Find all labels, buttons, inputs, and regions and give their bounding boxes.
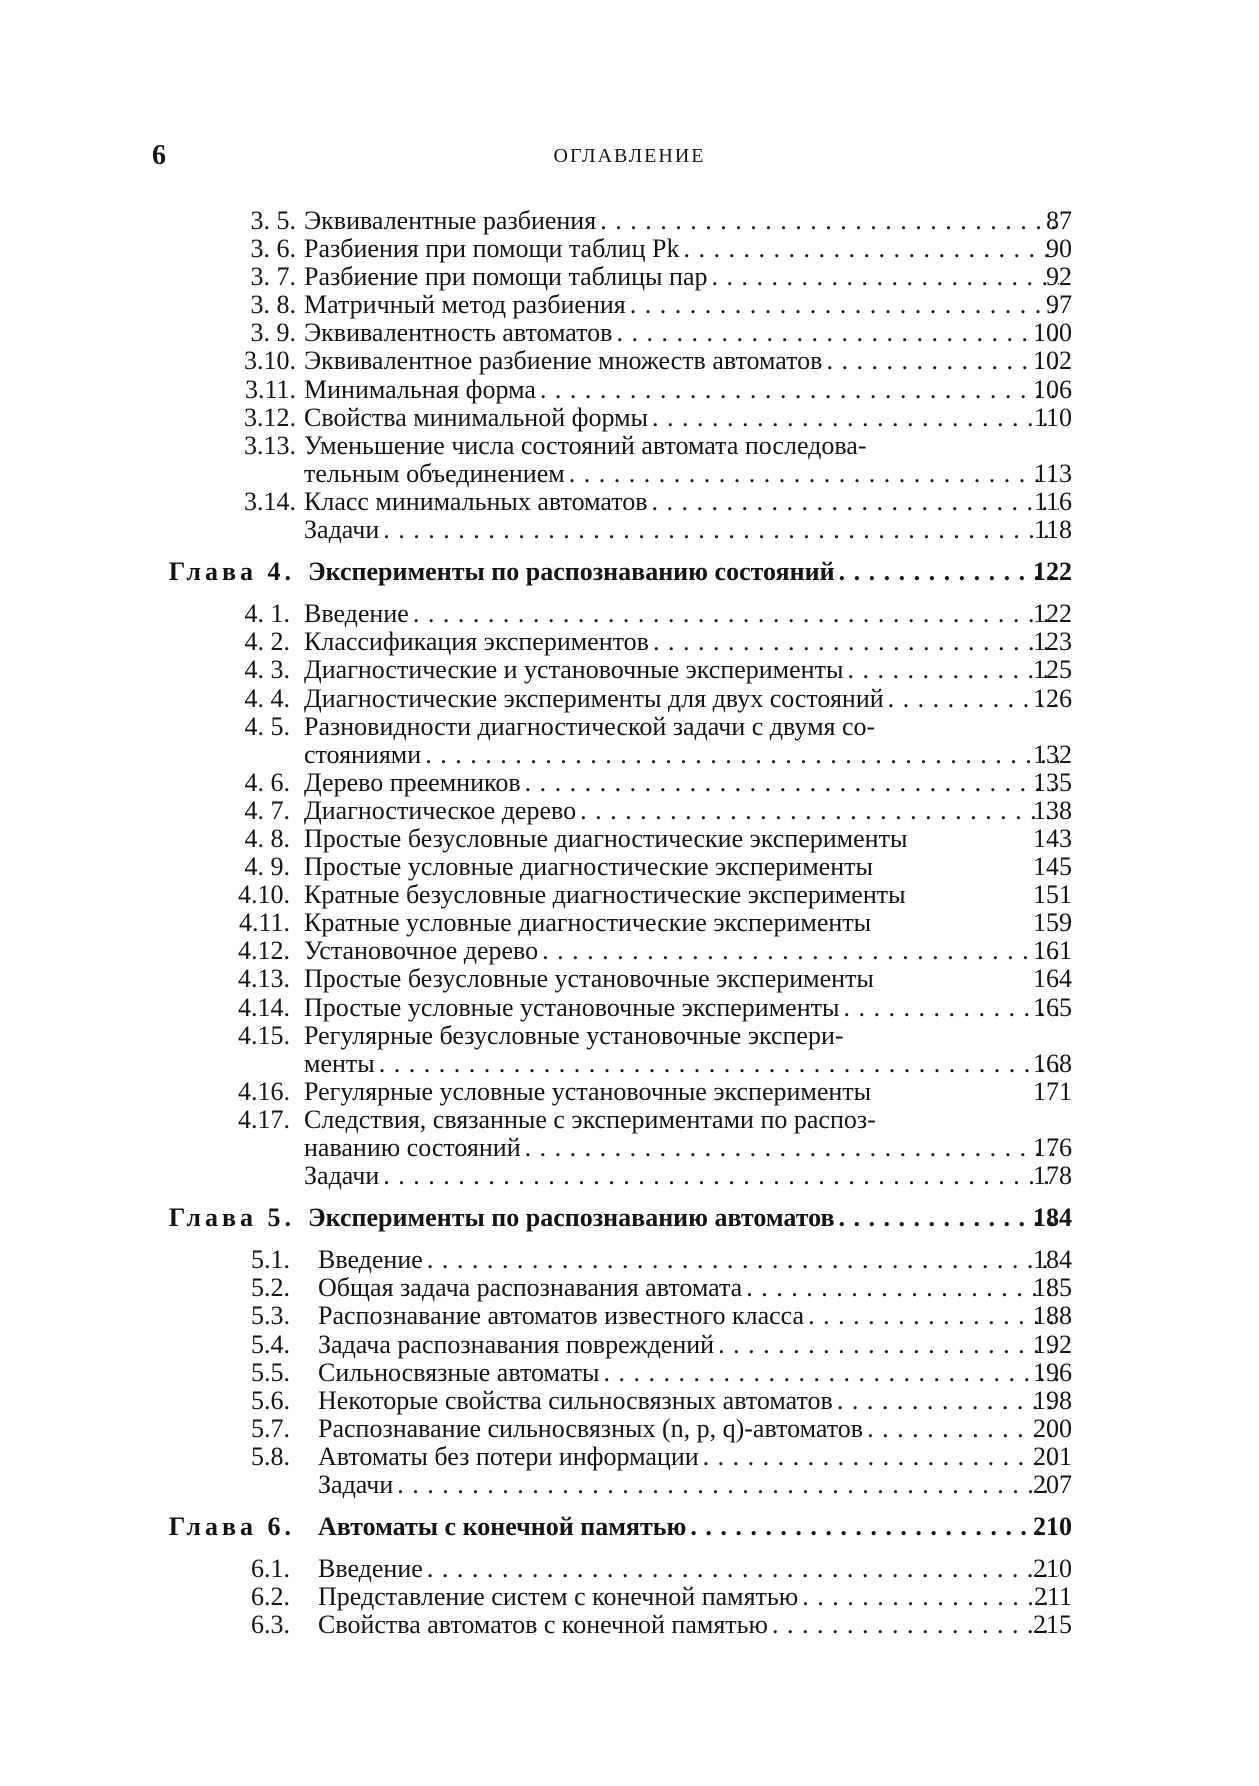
toc-entry	[0, 628, 1259, 656]
section-number: 4.13.	[238, 964, 290, 994]
leader-dots	[565, 460, 1059, 488]
section-title: Дерево преемников	[304, 767, 521, 797]
section-number: 4. 6.	[244, 767, 290, 797]
toc-entry-continuation	[0, 1134, 1259, 1162]
leader-dots	[423, 1246, 1059, 1274]
page-ref: 90	[1046, 234, 1072, 264]
page-ref: 106	[1033, 374, 1072, 404]
toc-entry	[0, 1078, 1259, 1106]
page-ref: 97	[1046, 290, 1072, 320]
section-number: 4.15.	[238, 1020, 290, 1050]
toc-entry	[0, 1583, 1259, 1611]
toc-entry-continuation	[0, 741, 1259, 769]
page-ref: 143	[1033, 823, 1072, 853]
page-ref: 123	[1033, 627, 1072, 657]
section-title-line1: Следствия, связанные с экспериментами по распоз-	[304, 1104, 876, 1134]
toc-entry	[0, 1611, 1259, 1639]
section-title: Введение	[318, 1554, 423, 1584]
page-ref: 207	[1033, 1470, 1072, 1500]
leader-dots	[421, 741, 1059, 769]
section-title: Разбиения при помощи таблиц Pk	[304, 234, 680, 264]
leader-dots	[375, 1050, 1059, 1078]
toc-entry	[0, 1555, 1259, 1583]
chapter-label: Глава 6.	[168, 1512, 295, 1542]
section-number: 6.2.	[251, 1582, 290, 1612]
toc-entry	[0, 713, 1259, 741]
leader-dots	[576, 797, 1059, 825]
page-ref: 132	[1033, 739, 1072, 769]
page-ref: 116	[1033, 486, 1072, 516]
section-title: Кратные безусловные диагностические эксперименты	[304, 880, 906, 910]
section-number: 3.11.	[244, 374, 296, 404]
toc-entry	[0, 376, 1259, 404]
section-title: Разбиение при помощи таблицы пар	[304, 262, 708, 292]
section-number: 6.1.	[251, 1554, 290, 1584]
page-ref: 184	[1033, 1203, 1072, 1233]
toc-entry	[0, 656, 1259, 684]
toc-chapter	[0, 1513, 1259, 1541]
section-title: Простые безусловные установочные эксперименты	[304, 964, 874, 994]
section-title: Распознавание автоматов известного класса	[318, 1301, 805, 1331]
toc-entry	[0, 404, 1259, 432]
toc-entry	[0, 825, 1259, 853]
section-number: 3. 5.	[250, 206, 296, 235]
section-title: Матричный метод разбиения	[304, 290, 626, 320]
toc-entry	[0, 1302, 1259, 1330]
toc-entry	[0, 769, 1259, 797]
section-title-line2: тельным объединением	[304, 458, 565, 488]
section-number: 3.12.	[244, 402, 296, 432]
toc-entry	[0, 319, 1259, 347]
section-title-line2: менты	[304, 1048, 375, 1078]
leader-dots	[648, 488, 1059, 516]
page-ref: 87	[1046, 206, 1072, 235]
section-title: Автоматы без потери информации	[318, 1441, 699, 1471]
toc-chapter	[0, 1204, 1259, 1232]
page-ref: 184	[1033, 1245, 1072, 1275]
section-number: 3. 8.	[250, 290, 296, 320]
section-title: Некоторые свойства сильносвязных автоматов	[318, 1385, 833, 1415]
section-title: Задачи	[318, 1470, 394, 1500]
page-ref: 188	[1033, 1301, 1072, 1331]
section-title-line1: Уменьшение числа состояний автомата последова-	[304, 430, 867, 460]
leader-dots	[612, 319, 1059, 347]
page-ref: 161	[1033, 936, 1072, 966]
section-title: Введение	[318, 1245, 423, 1275]
section-title: Диагностические и установочные эксперименты	[304, 655, 844, 685]
section-title: Свойства автоматов с конечной памятью	[318, 1610, 768, 1640]
section-title: Задачи	[304, 515, 380, 545]
section-title-line2: наванию состояний	[304, 1133, 521, 1162]
toc-entry	[0, 347, 1259, 375]
page-ref: 125	[1033, 655, 1072, 685]
section-number: 4. 4.	[244, 683, 290, 713]
section-title: Минимальная форма	[304, 374, 536, 404]
page-ref: 92	[1046, 262, 1072, 292]
leader-dots	[596, 207, 1059, 235]
section-title: Сильносвязные автоматы	[318, 1357, 600, 1387]
section-title: Общая задача распознавания автомата	[318, 1273, 743, 1303]
toc-chapter	[0, 558, 1259, 586]
page-number: 6	[152, 140, 166, 171]
section-title: Установочное дерево	[304, 936, 539, 966]
section-number: 4. 5.	[244, 711, 290, 741]
section-title: Диагностические эксперименты для двух состояний	[304, 683, 884, 713]
page-ref: 171	[1033, 1076, 1072, 1106]
section-number: 5.1.	[251, 1245, 290, 1275]
toc-entry	[0, 994, 1259, 1022]
section-number: 4. 8.	[244, 823, 290, 853]
page-ref: 196	[1033, 1357, 1072, 1387]
page-ref: 198	[1033, 1385, 1072, 1415]
section-title: Регулярные условные установочные эксперименты	[304, 1076, 872, 1106]
leader-dots	[686, 1513, 1059, 1541]
page-ref: 176	[1033, 1133, 1072, 1162]
page-ref: 110	[1033, 402, 1072, 432]
section-number: 4. 7.	[244, 795, 290, 825]
chapter-label: Глава 4.	[168, 557, 295, 587]
page-ref: 211	[1033, 1582, 1072, 1612]
toc-entry	[0, 853, 1259, 881]
page-ref: 192	[1033, 1329, 1072, 1359]
page-ref: 100	[1033, 318, 1072, 348]
section-title: Диагностическое дерево	[304, 795, 577, 825]
leader-dots	[521, 769, 1059, 797]
page-ref: 159	[1033, 908, 1072, 938]
toc-entry	[0, 207, 1259, 235]
section-title-line2: стояниями	[304, 739, 422, 769]
page-ref: 151	[1033, 880, 1072, 910]
section-title: Свойства минимальной формы	[304, 402, 649, 432]
toc-entry	[0, 291, 1259, 319]
section-number: 5.3.	[251, 1301, 290, 1331]
chapter-label: Глава 5.	[168, 1203, 295, 1233]
section-number: 5.5.	[251, 1357, 290, 1387]
toc-entry	[0, 1162, 1259, 1190]
leader-dots	[423, 1555, 1059, 1583]
toc-entry-continuation	[0, 460, 1259, 488]
toc-entry	[0, 1022, 1259, 1050]
page-ref: 138	[1033, 795, 1072, 825]
leader-dots	[409, 600, 1059, 628]
section-number: 5.2.	[251, 1273, 290, 1303]
leader-dots	[599, 1359, 1059, 1387]
page-ref: 122	[1033, 599, 1072, 629]
section-title-line1: Разновидности диагностической задачи с двумя со-	[304, 711, 876, 741]
section-title-line1: Регулярные безусловные установочные экспери-	[304, 1020, 844, 1050]
leader-dots	[626, 291, 1059, 319]
leader-dots	[648, 404, 1059, 432]
section-title: Эквивалентность автоматов	[304, 318, 613, 348]
section-title: Представление систем с конечной памятью	[318, 1582, 799, 1612]
section-title: Простые безусловные диагностические эксперименты	[304, 823, 908, 853]
page-ref: 126	[1033, 683, 1072, 713]
page-ref: 165	[1033, 992, 1072, 1022]
section-number: 4.12.	[238, 936, 290, 966]
toc-entry	[0, 600, 1259, 628]
section-number: 5.8.	[251, 1441, 290, 1471]
section-title: Простые условные установочные эксперименты	[304, 992, 840, 1022]
running-title: ОГЛАВЛЕНИЕ	[553, 145, 706, 167]
toc-entry	[0, 965, 1259, 993]
page-ref: 200	[1033, 1413, 1072, 1443]
page-ref: 164	[1033, 964, 1072, 994]
section-title: Эквивалентные разбиения	[304, 206, 597, 235]
toc-entry	[0, 1415, 1259, 1443]
section-number: 4. 1.	[244, 599, 290, 629]
section-title: Классификация экспериментов	[304, 627, 649, 657]
toc-entry	[0, 1387, 1259, 1415]
section-title: Задачи	[304, 1161, 380, 1191]
toc-entry	[0, 1106, 1259, 1134]
toc-entry	[0, 516, 1259, 544]
toc-entry	[0, 685, 1259, 713]
section-number: 3.10.	[244, 346, 296, 376]
page-ref: 102	[1033, 346, 1072, 376]
leader-dots	[707, 263, 1059, 291]
section-number: 4.16.	[238, 1076, 290, 1106]
section-number: 3.14.	[244, 486, 296, 516]
leader-dots	[679, 235, 1059, 263]
toc-entry	[0, 909, 1259, 937]
page-ref: 178	[1033, 1161, 1072, 1191]
section-number: 3. 9.	[250, 318, 296, 348]
leader-dots	[649, 628, 1059, 656]
section-number: 6.3.	[251, 1610, 290, 1640]
section-title: Задача распознавания повреждений	[318, 1329, 715, 1359]
section-title: Эквивалентное разбиение множеств автоматов	[304, 346, 823, 376]
section-title: Введение	[304, 599, 409, 629]
section-number: 4. 2.	[244, 627, 290, 657]
toc-entry	[0, 1471, 1259, 1499]
section-number: 3.13.	[244, 430, 296, 460]
section-number: 4.14.	[238, 992, 290, 1022]
section-title: Кратные условные диагностические эксперименты	[304, 908, 872, 938]
section-number: 4. 9.	[244, 852, 290, 882]
section-number: 4.10.	[238, 880, 290, 910]
leader-dots	[699, 1443, 1059, 1471]
leader-dots	[538, 937, 1059, 965]
page-ref: 145	[1033, 852, 1072, 882]
toc-entry	[0, 1274, 1259, 1302]
page-ref: 201	[1033, 1441, 1072, 1471]
toc-entry-continuation	[0, 1050, 1259, 1078]
leader-dots	[536, 376, 1059, 404]
section-number: 4. 3.	[244, 655, 290, 685]
section-number: 3. 6.	[250, 234, 296, 264]
leader-dots	[393, 1471, 1059, 1499]
section-title: Распознавание сильносвязных (n, p, q)-автоматов	[318, 1413, 864, 1443]
section-number: 3. 7.	[250, 262, 296, 292]
section-number: 5.6.	[251, 1385, 290, 1415]
chapter-title: Автоматы с конечной памятью	[318, 1512, 687, 1542]
toc-entry	[0, 432, 1259, 460]
page-ref: 185	[1033, 1273, 1072, 1303]
page-ref: 135	[1033, 767, 1072, 797]
chapter-title: Эксперименты по распознаванию состояний	[308, 557, 835, 587]
leader-dots	[379, 1162, 1059, 1190]
page-ref: 118	[1033, 515, 1072, 545]
leader-dots	[714, 1331, 1059, 1359]
chapter-title: Эксперименты по распознаванию автоматов	[308, 1203, 835, 1233]
toc-entry	[0, 1331, 1259, 1359]
toc-entry	[0, 881, 1259, 909]
section-title: Простые условные диагностические эксперименты	[304, 852, 873, 882]
toc-entry	[0, 1359, 1259, 1387]
toc-entry	[0, 1443, 1259, 1471]
page-header	[0, 139, 1259, 173]
toc-entry	[0, 235, 1259, 263]
section-number: 4.11.	[238, 908, 290, 938]
toc-entry	[0, 488, 1259, 516]
table-of-contents	[0, 207, 1259, 1640]
section-number: 5.4.	[251, 1329, 290, 1359]
toc-entry	[0, 263, 1259, 291]
toc-entry	[0, 937, 1259, 965]
section-number: 4.17.	[238, 1104, 290, 1134]
toc-entry	[0, 797, 1259, 825]
leader-dots	[379, 516, 1059, 544]
toc-entry	[0, 1246, 1259, 1274]
page-ref: 113	[1033, 458, 1072, 488]
page-ref: 215	[1033, 1610, 1072, 1640]
page-ref: 168	[1033, 1048, 1072, 1078]
page-ref: 210	[1033, 1512, 1072, 1542]
section-number: 5.7.	[251, 1413, 290, 1443]
page-ref: 122	[1033, 557, 1072, 587]
section-title: Класс минимальных автоматов	[304, 486, 648, 516]
page-ref: 210	[1033, 1554, 1072, 1584]
leader-dots	[521, 1134, 1059, 1162]
